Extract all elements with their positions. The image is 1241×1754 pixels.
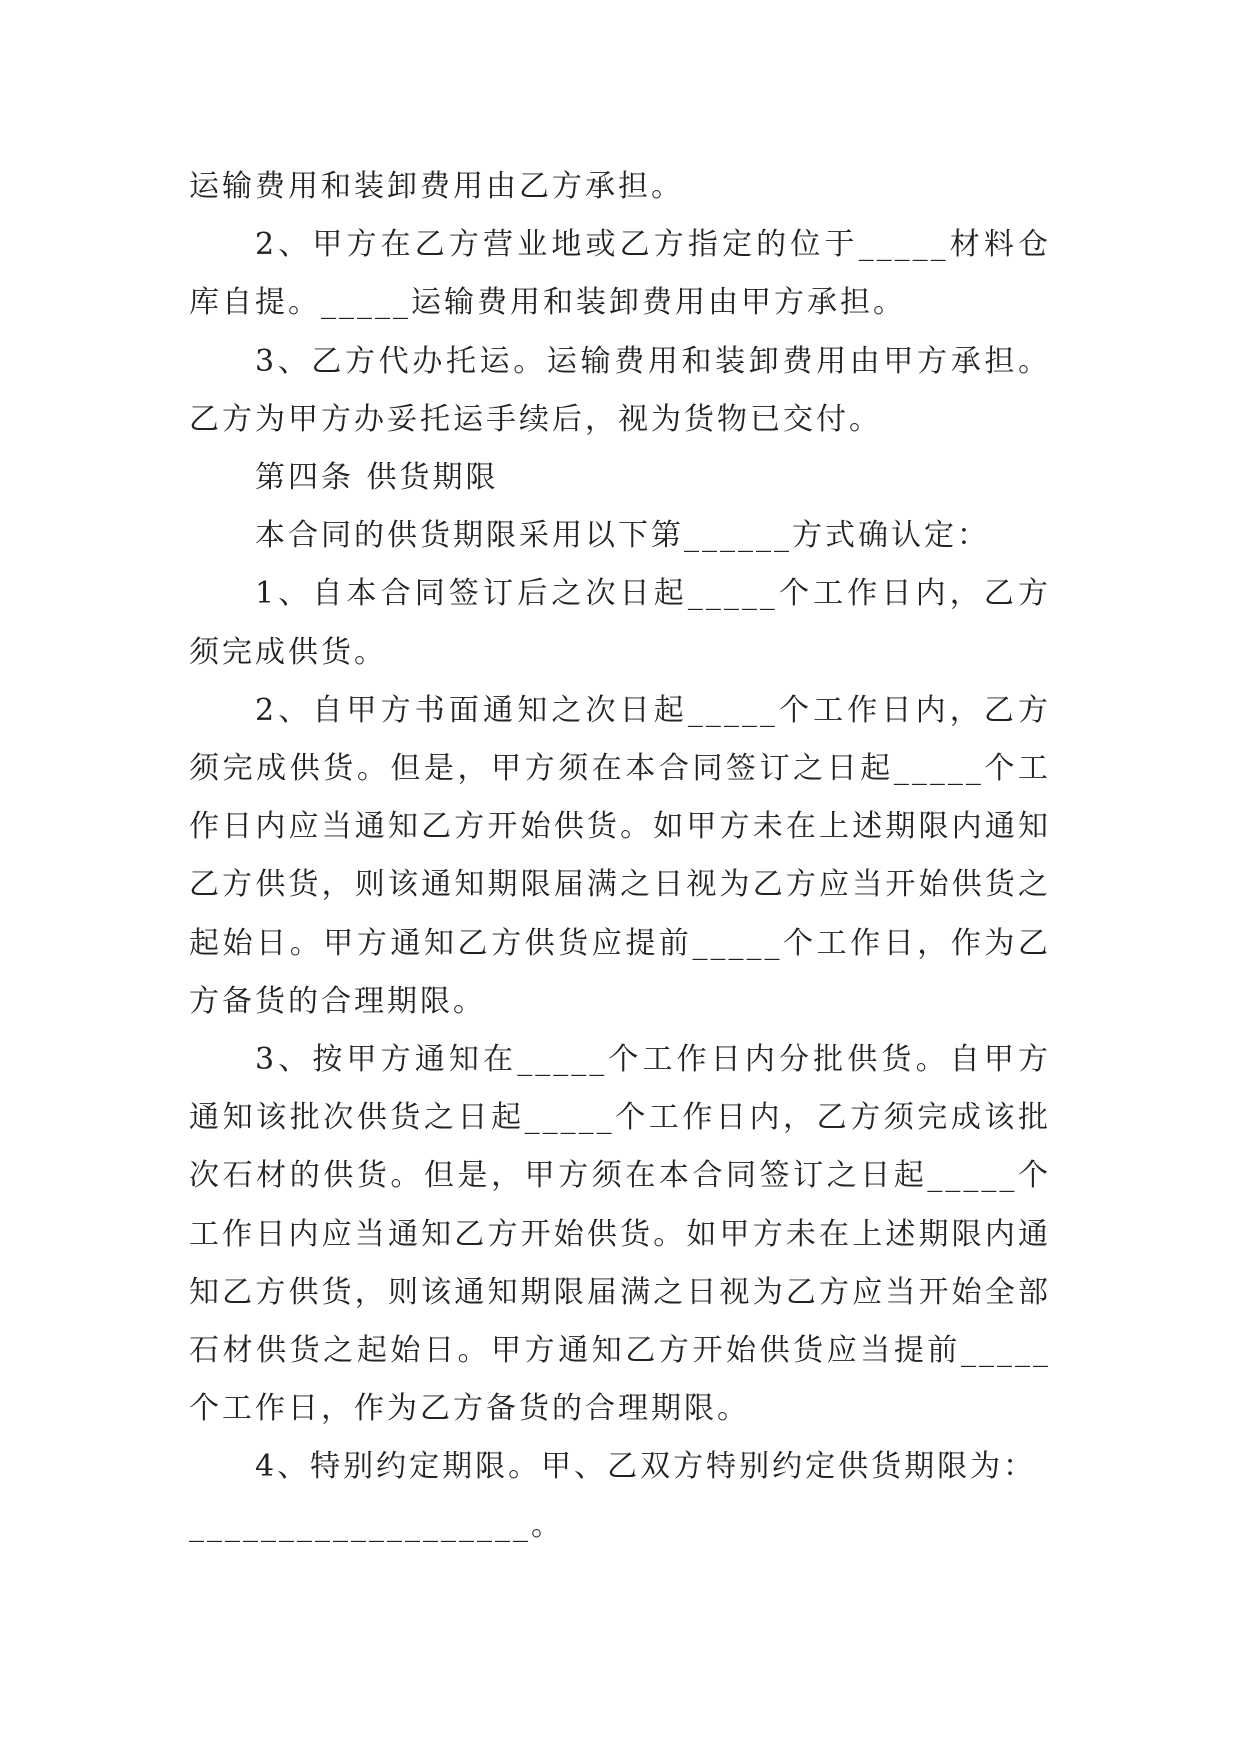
- paragraph-option-3: 3、按甲方通知在_____个工作日内分批供货。自甲方通知该批次供货之日起_____个工作日内，乙方须完成该批次石材的供货。但是，甲方须在本合同签订之日起_____个工作日内应当通知乙方开始供货。如甲方未在上述期限内通知乙方供货，则该通知期限届满之日视为乙方应当开始全部石材供货之起始日。甲方通知乙方开始供货应当提前_____个工作日，作为乙方备货的合理期限。: [189, 1042, 1051, 1427]
- paragraph-special-period-blank: ___________________。: [189, 1507, 564, 1543]
- paragraph-option-2: 2、自甲方书面通知之次日起_____个工作日内，乙方须完成供货。但是，甲方须在本合同签订之日起_____个工作日内应当通知乙方开始供货。如甲方未在上述期限内通知乙方供货，则该通知期限届满之日视为乙方应当开始供货之起始日。甲方通知乙方供货应提前_____个工作日，作为乙方备货的合理期限。: [189, 692, 1051, 1019]
- paragraph-self-pickup: 2、甲方在乙方营业地或乙方指定的位于_____材料仓库自提。_____运输费用和装卸费用由甲方承担。: [189, 227, 1051, 321]
- paragraph-option-4: 4、特别约定期限。甲、乙双方特别约定供货期限为：: [255, 1449, 1037, 1485]
- document-body: [189, 158, 1051, 1555]
- paragraph-supply-period-method: 本合同的供货期限采用以下第______方式确认定：: [255, 518, 990, 554]
- paragraph-transport-cost-continuation: 运输费用和装卸费用由乙方承担。: [189, 169, 684, 204]
- section-heading-supply-period: 第四条 供货期限: [255, 460, 499, 496]
- paragraph-consigned-shipping: 3、乙方代办托运。运输费用和装卸费用由甲方承担。乙方为甲方办妥托运手续后，视为货物已交付。: [189, 343, 1051, 437]
- paragraph-option-1: 1、自本合同签订后之次日起_____个工作日内，乙方须完成供货。: [189, 576, 1051, 670]
